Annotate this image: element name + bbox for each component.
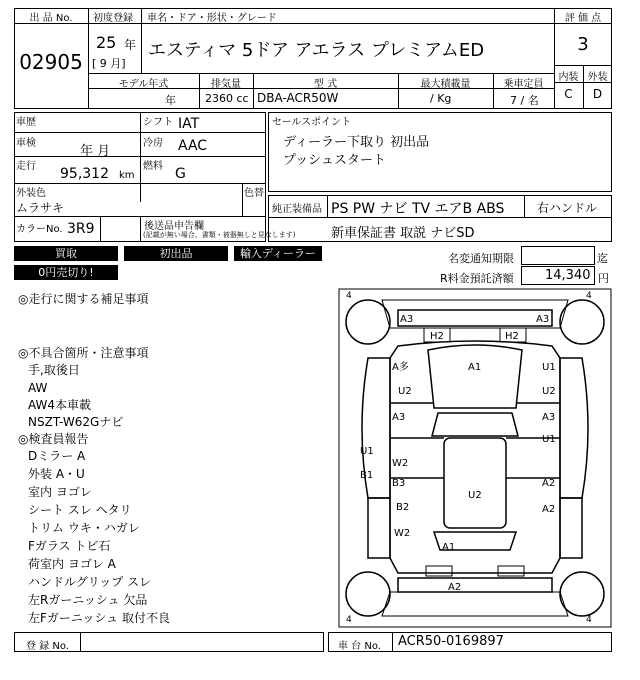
fuel-label: 燃料: [143, 161, 163, 172]
sales-point-1: ディーラー下取り 初出品: [283, 135, 430, 150]
defect-item: 手,取後日: [28, 363, 80, 377]
color-no-label: カラーNo.: [16, 224, 63, 235]
damage-mark: A2: [542, 478, 556, 489]
damage-mark: W2: [392, 458, 409, 469]
damage-mark: H2: [430, 331, 444, 342]
defects-title: ◎不具合箇所・注意事項: [18, 346, 149, 360]
inspector-item: 室内 ヨゴレ: [28, 485, 92, 499]
exterior-color-label: 外装色: [16, 188, 46, 199]
inspector-item: ハンドルグリップ スレ: [28, 575, 152, 589]
damage-mark: A1: [468, 362, 482, 373]
inspector-item: 外装 A・U: [28, 467, 85, 481]
inspector-item: シート スレ ヘタリ: [28, 503, 132, 517]
damage-mark: A2: [448, 582, 462, 593]
divider: [80, 632, 81, 652]
rating: 3: [577, 34, 589, 55]
sales-point-label: セールスポイント: [272, 117, 352, 128]
divider: [14, 132, 266, 133]
wheel-rear-left: [346, 572, 390, 616]
car-name-label: 車名・ドア・形状・グレード: [147, 13, 277, 24]
divider: [100, 216, 101, 242]
damage-mark: U1: [542, 362, 556, 373]
car-name: エスティマ 5ドア アエラス プレミアムED: [148, 40, 485, 61]
displacement: 2360 cc: [205, 92, 249, 105]
expiry-unit: 迄: [597, 252, 608, 265]
exterior-label: 外装: [587, 72, 608, 83]
year-unit: 年: [124, 38, 137, 52]
displacement-label: 排気量: [211, 79, 241, 90]
handle: 右ハンドル: [537, 201, 598, 215]
damage-mark: A多: [392, 362, 409, 373]
color-change-label: 色替: [244, 188, 264, 199]
expiry-box: [521, 246, 595, 265]
damage-mark: B3: [392, 478, 406, 489]
deposit-label: R料金預託済額: [440, 272, 514, 285]
damage-mark: A3: [542, 412, 556, 423]
capacity: 7 / 名: [510, 94, 539, 107]
tag-buyback: 買取: [14, 246, 118, 261]
first-reg-year: 25: [96, 33, 117, 52]
divider: [14, 156, 266, 157]
sales-point-2: プッシュスタート: [283, 153, 386, 168]
body-outline: [390, 341, 560, 573]
damage-mark: U2: [468, 490, 482, 501]
equipment-2: 新車保証書 取説 ナビSD: [331, 226, 475, 241]
type-label: 型 式: [313, 79, 338, 90]
tag-import-dealer: 輸入ディーラー: [234, 246, 322, 261]
inspector-title: ◎検査員報告: [18, 432, 89, 446]
ac: AAC: [178, 138, 208, 154]
first-reg-label: 初度登録: [93, 13, 133, 24]
type-value: DBA-ACR50W: [257, 91, 339, 105]
lot-no-label: 出 品 No.: [29, 13, 73, 24]
inspection: 年 月: [80, 144, 111, 159]
inspector-item: 左Rガーニッシュ 欠品: [28, 593, 148, 607]
reg-no-label: 登 録 No.: [26, 641, 69, 652]
divider: [392, 632, 393, 652]
car-damage-diagram: [338, 288, 612, 628]
color-no: 3R9: [67, 221, 95, 237]
history-label: 車歴: [16, 117, 36, 128]
divider: [88, 73, 554, 74]
damage-mark: B1: [360, 470, 374, 481]
model-year-unit: 年: [165, 94, 176, 107]
deposit-unit: 円: [598, 272, 609, 285]
damage-mark: A1: [442, 542, 456, 553]
inspector-item: トリム ウキ・ハガレ: [28, 521, 140, 535]
front-bumper: [398, 310, 552, 326]
shift-label: シフト: [143, 117, 173, 128]
equipment: PS PW ナビ TV エアB ABS: [331, 201, 505, 217]
inspection-label: 車検: [16, 138, 36, 149]
inspector-item: Dミラー A: [28, 449, 86, 463]
max-load: / Kg: [430, 92, 452, 105]
equipment-label: 純正装備品: [272, 204, 322, 215]
fuel: G: [175, 166, 186, 182]
rating-label: 評 価 点: [564, 13, 602, 24]
deposit: 14,340: [545, 268, 591, 283]
model-year-label: モデル年式: [118, 79, 169, 90]
damage-mark: A3: [536, 314, 550, 325]
damage-mark: W2: [394, 528, 411, 539]
shift: IAT: [178, 116, 200, 132]
rear-bumper: [398, 578, 552, 592]
post-doc-label: 後送品申告欄: [144, 221, 204, 232]
defect-item: AW: [28, 381, 48, 395]
inspector-item: 左Fガーニッシュ 取付不良: [28, 611, 170, 625]
hood: [428, 345, 522, 408]
damage-mark: A3: [400, 314, 414, 325]
defect-item: NSZT-W62Gナビ: [28, 415, 124, 429]
corner-label: 4: [346, 291, 352, 301]
running-title: ◎走行に関する補足事項: [18, 292, 149, 306]
damage-mark: U2: [398, 386, 412, 397]
tag-zero-yen: 0円売切り!: [14, 265, 118, 280]
inspector-item: 荷室内 ヨゴレ A: [28, 557, 116, 571]
chassis-label: 車 台 No.: [338, 641, 381, 652]
mileage: 95,312: [60, 166, 109, 182]
damage-mark: U1: [360, 446, 374, 457]
capacity-label: 乗車定員: [503, 79, 544, 90]
divider: [140, 112, 141, 202]
interior-grade: C: [564, 87, 573, 101]
tag-first-listing: 初出品: [124, 246, 228, 261]
post-doc-note: (記載が無い場合、書類・被器無しと見なします): [143, 231, 296, 239]
wheel-rear-right: [560, 572, 604, 616]
interior-label: 内装: [558, 72, 579, 83]
corner-label: 4: [586, 615, 592, 625]
damage-mark: B2: [396, 502, 410, 513]
first-reg-month: [ 9 月]: [92, 57, 126, 70]
chassis-no: ACR50-0169897: [398, 634, 504, 649]
divider: [140, 216, 141, 242]
max-load-label: 最大積載量: [420, 79, 471, 90]
corner-label: 4: [586, 291, 592, 301]
damage-mark: A2: [542, 504, 556, 515]
divider: [524, 195, 525, 217]
corner-label: 4: [346, 615, 352, 625]
damage-mark: H2: [505, 331, 519, 342]
ac-label: 冷房: [143, 138, 163, 149]
divider: [242, 183, 243, 216]
inspector-item: Fガラス トビ石: [28, 539, 111, 553]
divider: [327, 195, 328, 217]
defect-item: AW4本車載: [28, 398, 92, 412]
exterior-color: ムラサキ: [16, 201, 65, 215]
mileage-unit: km: [119, 170, 135, 181]
roof: [444, 438, 506, 528]
divider: [141, 8, 142, 73]
damage-mark: U2: [542, 386, 556, 397]
divider: [14, 183, 266, 184]
expiry-label: 名変通知期限: [448, 252, 514, 265]
exterior-grade: D: [592, 87, 603, 101]
lot-no: 02905: [19, 50, 83, 74]
damage-mark: A3: [392, 412, 406, 423]
mileage-label: 走行: [16, 161, 36, 172]
damage-mark: U1: [542, 434, 556, 445]
